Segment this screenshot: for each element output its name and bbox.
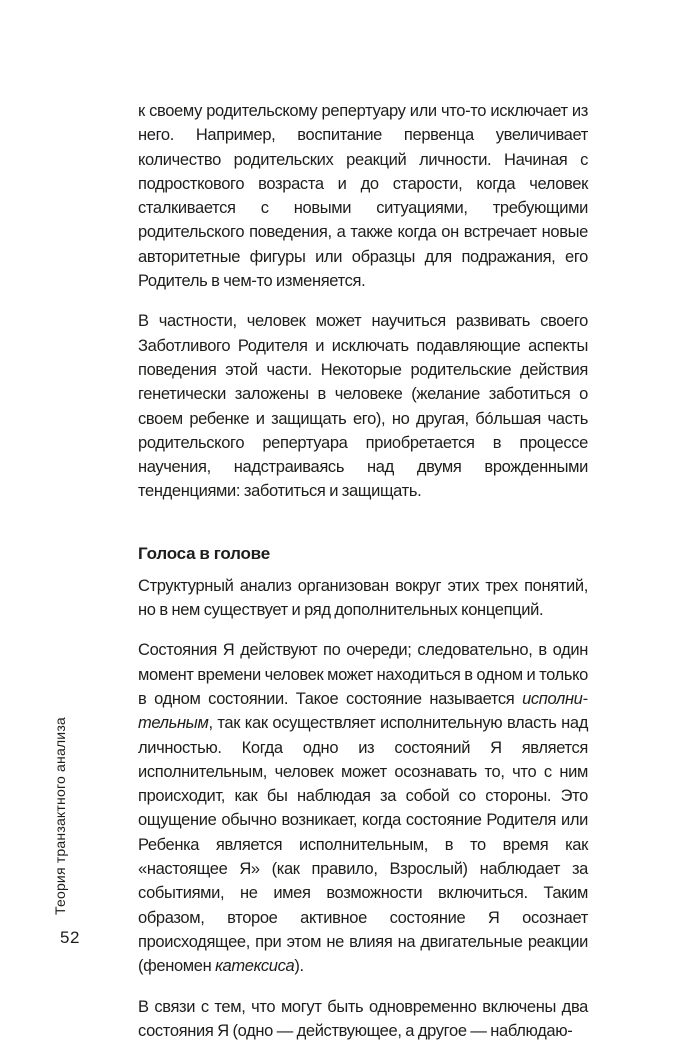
paragraph-4-text-1: Состояния Я действуют по очереди; следовательно, в один момент времени человек может находиться в одном и только в одном состоянии. Такое состояние называется xyxy=(138,641,588,708)
paragraph-4 xyxy=(138,638,588,978)
paragraph-2: В частности, человек может научиться развивать своего Заботливого Родителя и исключать подавляющие аспекты поведения этой части. Некоторые родительские действия генетически заложены в человеке (желание заботиться о своем ребенке и защищать его), но другая, бóльшая часть родительского репертуара приобретается в процессе научения, надстраиваясь над двумя врожденными тенденциями: заботиться и защищать. xyxy=(138,312,588,501)
paragraph-1: к своему родительскому репертуару или что-то исключает из него. Например, воспитание первенца увеличивает количество родительских реакций личности. Начиная с подросткового возраста и до старости, когда человек сталкивается с новыми ситуациями, требующими родительского поведения, а также когда он встречает новые авторитетные фигуры или образцы для подражания, его Родитель в чем-то изменяется. xyxy=(138,102,588,291)
paragraph-5: В связи с тем, что могут быть одновременно включены два состояния Я (одно — действующее, а другое — наблюдаю- xyxy=(138,997,588,1040)
section-heading: Голоса в голове xyxy=(138,543,270,563)
body-text xyxy=(138,99,588,1059)
paragraph-4-term-cathexis: катексиса xyxy=(215,957,295,976)
running-title: Теория транзактного анализа xyxy=(52,717,68,915)
page-number: 52 xyxy=(60,928,80,947)
paragraph-4-term-executive: исполнительным xyxy=(138,689,588,733)
paragraph-4-text-2: , так как осуществляет исполнительную власть над личностью. Когда одно из состояний Я является исполнительным, человек может осознавать то, что с ним происходит, как бы наблюдая за собой со стороны. Это ощущение обычно возникает, когда состояние Родителя или Ребенка является исполнительным, в то время как «настоящее Я» (как правило, Взрослый) наблюдает за событиями, не имея возможности включиться. Таким образом, второе активное состояние Я осознает происходящее, при этом не влияя на двигательные реакции (феномен xyxy=(138,714,588,976)
paragraph-3: Структурный анализ организован вокруг этих трех понятий, но в нем существует и ряд дополнительных концепций. xyxy=(138,576,588,620)
paragraph-4-text-3: ). xyxy=(294,957,304,976)
